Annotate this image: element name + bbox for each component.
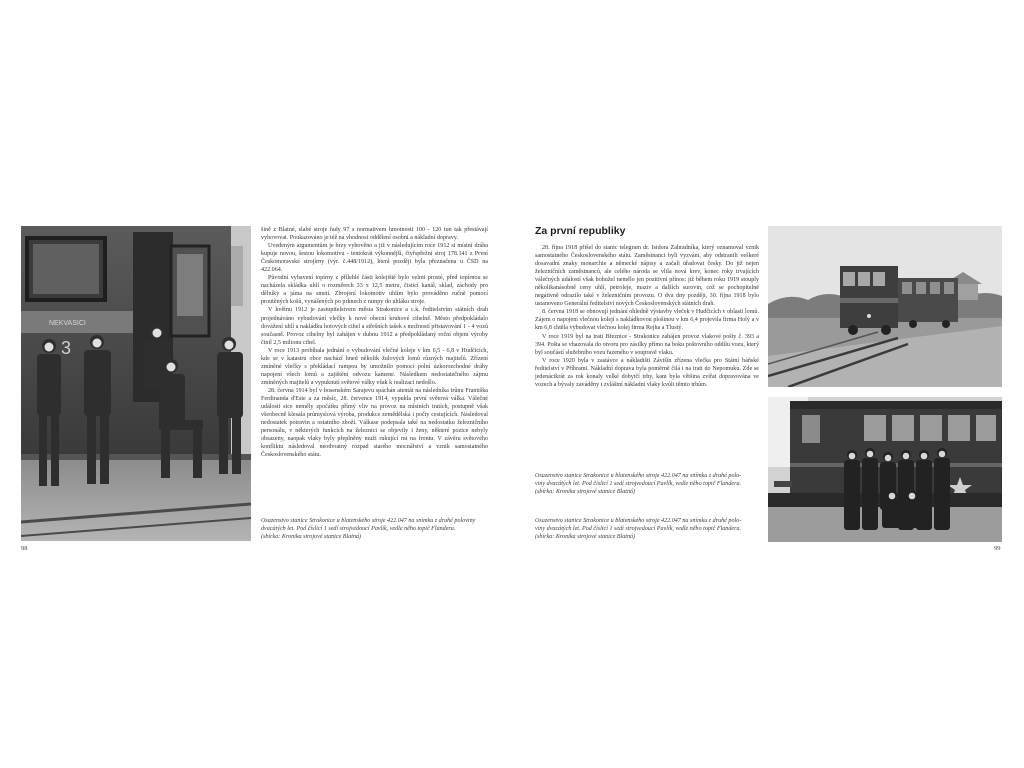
section-heading: Za první republiky	[535, 225, 626, 237]
right-paragraph: V roce 1919 byl na trati Březnice - Strakonice zahájen provoz vlakové pošty č. 393 a 394. Pošta se vhazovala do otvoru pro zásilky přímo na boku poštovního oddílu vozu, který byl součástí služebního vozu řazeného v soupravě vlaku.	[535, 333, 759, 356]
right-photo-crew-by-railcar	[768, 397, 1002, 542]
left-paragraph: 28. června 1914 byl v bosenském Sarajevu spáchán atentát na následníka trůnu Františka Ferdinanda d'Este a za měsíc, 28. července 1914, vypukla první světová válka. Válečné události sice neměly zpočátku přímý vliv na provoz na místních tratích, postupně však všeobecně klesala průmyslová výroba, produkce zemědělská i počty cestujících. Následoval nedostatek potravin a ostatního zboží. Válkase podepsala také na nedostatku železničního personálu, v některých funkcích na železnici se objevily i ženy, některé pozice nebyly obsazeny, naopak vlaky byly přeplněny muži rukující mi na frontu. V závěru světového konfliktu následoval neodvratný rozpad starého mocnářství a vznik samostatného Československého státu.	[261, 387, 488, 459]
left-paragraph: Původní vybavení topírny z přílehlé části kolejiště bylo velmi prosté, před topírnou se nacházela skládka uhlí o rozměrech 33 x 12,5 metru, čisticí kanál, sklad, záchody pro dělníky a jáma na smetí. Zbrojení lokomotiv uhlím bylo prováděno ručně pomocí proutěných košů, vynášených po prknech z rampy do uhláku stroje.	[261, 275, 488, 306]
railcar-track-illustration	[768, 226, 1002, 387]
right-caption-top	[535, 472, 761, 496]
right-body-text	[535, 244, 759, 429]
caption-line: Osazenstvo stanice Strakonice u blatenského stroje 422.047 na snímku z druhé poloviny	[261, 518, 476, 524]
page-number-right: 99	[994, 545, 1001, 552]
page-number-left: 98	[21, 545, 28, 552]
car-number-text: 3	[61, 338, 72, 358]
right-paragraph: 28. října 1918 přišel do stanic telegram dr. Isidora Zahradníka, který oznamoval vznik samostatného Československého státu. Zaměstnanci byli vyzváni, aby odstranili veškeré dosavadní znaky monarchie a německé nápisy a začali úřadovat česky. Do již nejen železničních zaměstnanců, ale celého národa se vlila nová krev, konec roky trvajících válečných událostí však bohužel nemělo jen pozitivní přínos: již během roku 1919 stouply několikanásobně ceny uhlí, petroleje, maziv a dalších surovin, což se pochopitelně negativně odrazilo také v železničním provozu. O dva dny později, 30. října 1918 bylo ustanoveno Generální ředitelství nových Československých státních drah.	[535, 245, 759, 308]
caption-line: Osazenstvo stanice Strakonice u blatenského stroje 422.047 na snímku z druhé polo-	[535, 473, 742, 479]
car-label-text: NEKVASICI	[49, 320, 86, 327]
caption-line: viny dvacátých let. Pod číslicí 1 sedí strojvedoucí Pavlík, vedle něho topič Flandera.	[535, 481, 742, 488]
caption-line: (sbírka: Kronika strojové stanice Blatná)	[535, 489, 636, 496]
left-paragraph: Uvedeným argumentům je brzy vyhověno a již v následujícím roce 1912 si místní dráha kupuje novou, šestou lokomotivu - tentokrát výkonnější, čtyřspřežní stroj 178.141 z První Českomoravské strojírny (výr. č.448/1912), která později byla přeznačena u ČSD na 422.064.	[261, 243, 488, 274]
caption-line: Osazenstvo stanice Strakonice u blatenského stroje 422.047 na snímku z druhé polo-	[535, 518, 742, 524]
caption-line: (sbírka: Kronika strojové stanice Blatná)	[535, 534, 636, 541]
right-caption-bottom	[535, 517, 761, 541]
left-photo-railway-staff	[21, 226, 251, 541]
left-paragraph: šině z Blatné, slabé stroje řady 97 s normativem hmotnosti 100 - 120 tun tak přestávají vyhovovat. Poukazováno je též na vhodnost oddělení osobní a nákladní dopravy.	[261, 227, 488, 242]
caption-line: viny dvacátých let. Pod číslicí 1 sedí strojvedoucí Pavlík, vedle něho topič Flandera.	[535, 526, 742, 533]
right-paragraph: V roce 1920 byla v zastávce a nákladišti Závišín zřízena vlečka pro Státní báňské ředitelství v Příbrami. Nákladní doprava byla poměrně čilá i na trati do Nepomuku. Zde se jedenáctkrát za rok konaly velké dobytčí trhy, kam byla většina zvířat dopravována ve vozech a bývaly zaváděny i zvláštní nákladní vlaky kvůli těmto trhům.	[535, 357, 759, 388]
left-caption	[261, 517, 501, 541]
right-paragraph: 8. června 1918 se obnovují jednání ohledně výstavby vleček v Hudčicích v oblasti lomů. Zájem o napojení vlečnou kolejí s nakládkovou plošinou v km 6,4 projevila firma Holý a v km 6,8 chtěla vybudovat vlečnou kolej firma Rejha a Tlustý.	[535, 309, 759, 332]
left-paragraph: V květnu 1912 je zastupitelstvem města Strakonice a c.k. ředitelstvím státních drah projednáváno vybudování vlečky k nové obecní kruhové cihelně. Město předpokládalo dovážení uhlí a nakládku hotových cihel a střešních tašek s možností přistavování 1 - 4 vozů současně. Provoz cihelny byl zahájen v dubnu 1912 a předpokládaný roční objem výroby činil 2,5 milionu cihel.	[261, 307, 488, 346]
caption-line: (sbírka: Kronika strojové stanice Blatná)	[261, 534, 362, 541]
crew-railcar-illustration	[768, 397, 1002, 542]
railway-staff-photo-illustration	[21, 226, 251, 541]
left-body-text	[261, 226, 488, 488]
caption-line: dvacátých let. Pod číslicí 1 sedí strojvedoucí Pavlík, vedle něho topič Flandera.	[261, 526, 456, 533]
left-paragraph: V roce 1913 probíhala jednání o vybudování vlečné koleje v km 6,5 - 6,8 v Hudčicích, kde se v katastru obce nachází hned několik žulových lomů různých majitelů. Zřízení zmíněné vlečky s překládací rampou by umožnilo pomocí polní úzkorozchodné dráhy napojení všech lomů a zajištění odvozu kamene. Následkem nedostatečného zájmu zmíněných majitelů a vypuknutí světové války však k realizaci nedošlo.	[261, 347, 488, 386]
right-photo-railcar-on-track	[768, 226, 1002, 387]
